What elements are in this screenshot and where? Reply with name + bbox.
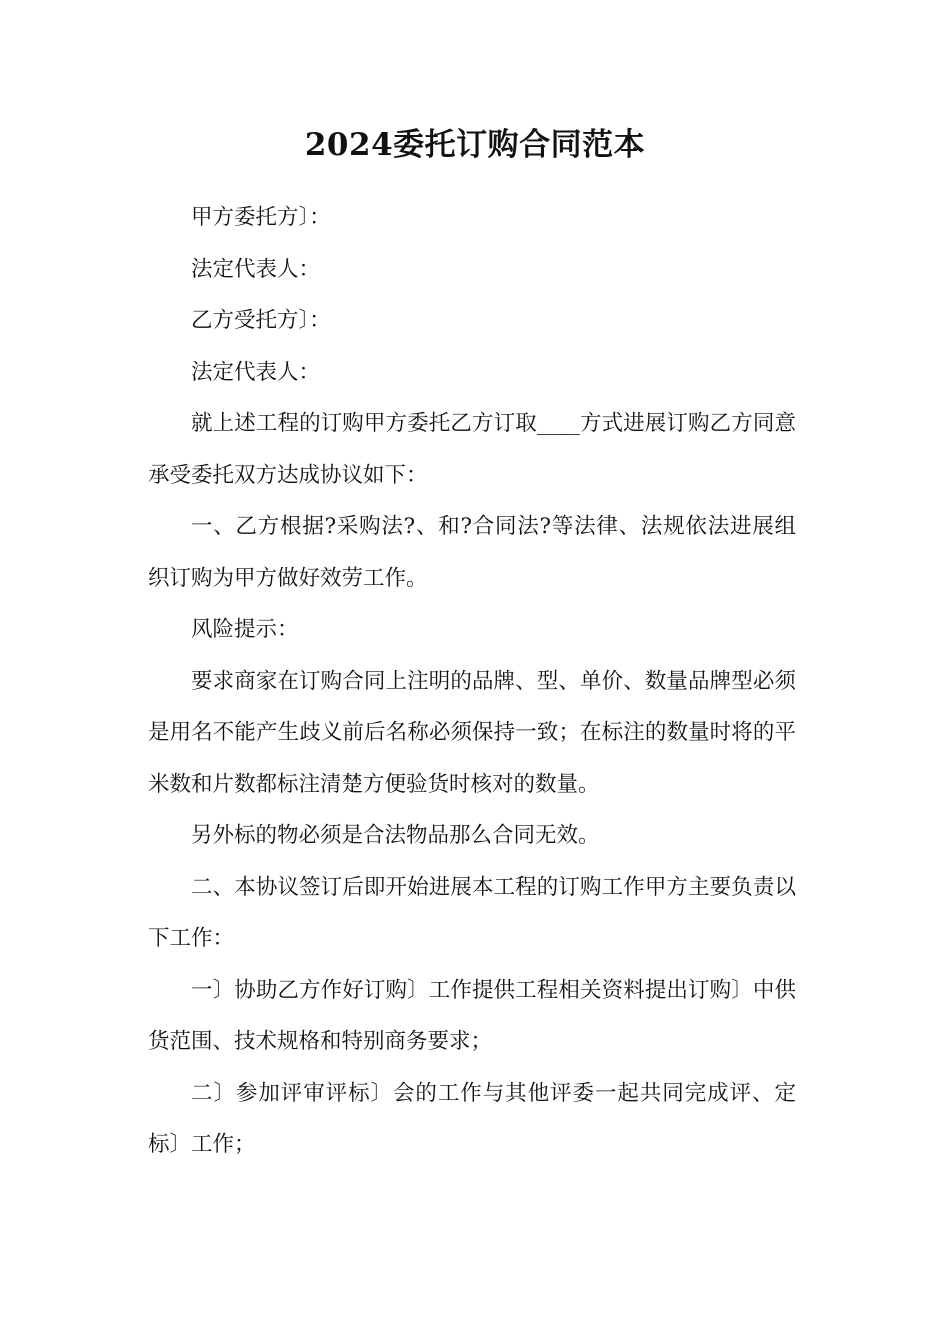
risk-notice-paragraph: 要求商家在订购合同上注明的品牌、型、单价、数量品牌型必须是用名不能产生歧义前后名称必须保持一致；在标注的数量时将的平米数和片数都标注清楚方便验货时核对的数量。: [148, 668, 796, 797]
duty-two-paragraph: 二〕参加评审评标〕会的工作与其他评委一起共同完成评、定标〕工作；: [148, 1080, 796, 1157]
legality-note-paragraph: 另外标的物必须是合法物品那么合同无效。: [191, 823, 600, 848]
document-body: [148, 192, 796, 1171]
party-a-line: 甲方委托方〕：: [191, 205, 331, 230]
document-title: 2024委托订购合同范本: [304, 127, 646, 163]
party-b-line: 乙方受托方〕：: [191, 308, 331, 333]
risk-notice-heading: 风险提示：: [191, 617, 299, 642]
duty-one-paragraph: 一〕协助乙方作好订购〕工作提供工程相关资料提出订购〕中供货范围、技术规格和特别商务要求；: [148, 977, 796, 1054]
agreement-intro-paragraph: 就上述工程的订购甲方委托乙方订取____方式进展订购乙方同意承受委托双方达成协议如下：: [148, 411, 796, 488]
party-b-representative-line: 法定代表人：: [191, 359, 321, 385]
clause-two-paragraph: 二、本协议签订后即开始进展本工程的订购工作甲方主要负责以下工作：: [148, 874, 796, 951]
party-a-representative-line: 法定代表人：: [191, 256, 321, 282]
clause-one-paragraph: 一、乙方根据?采购法?、和?合同法?等法律、法规依法进展组织订购为甲方做好效劳工作。: [148, 514, 796, 591]
